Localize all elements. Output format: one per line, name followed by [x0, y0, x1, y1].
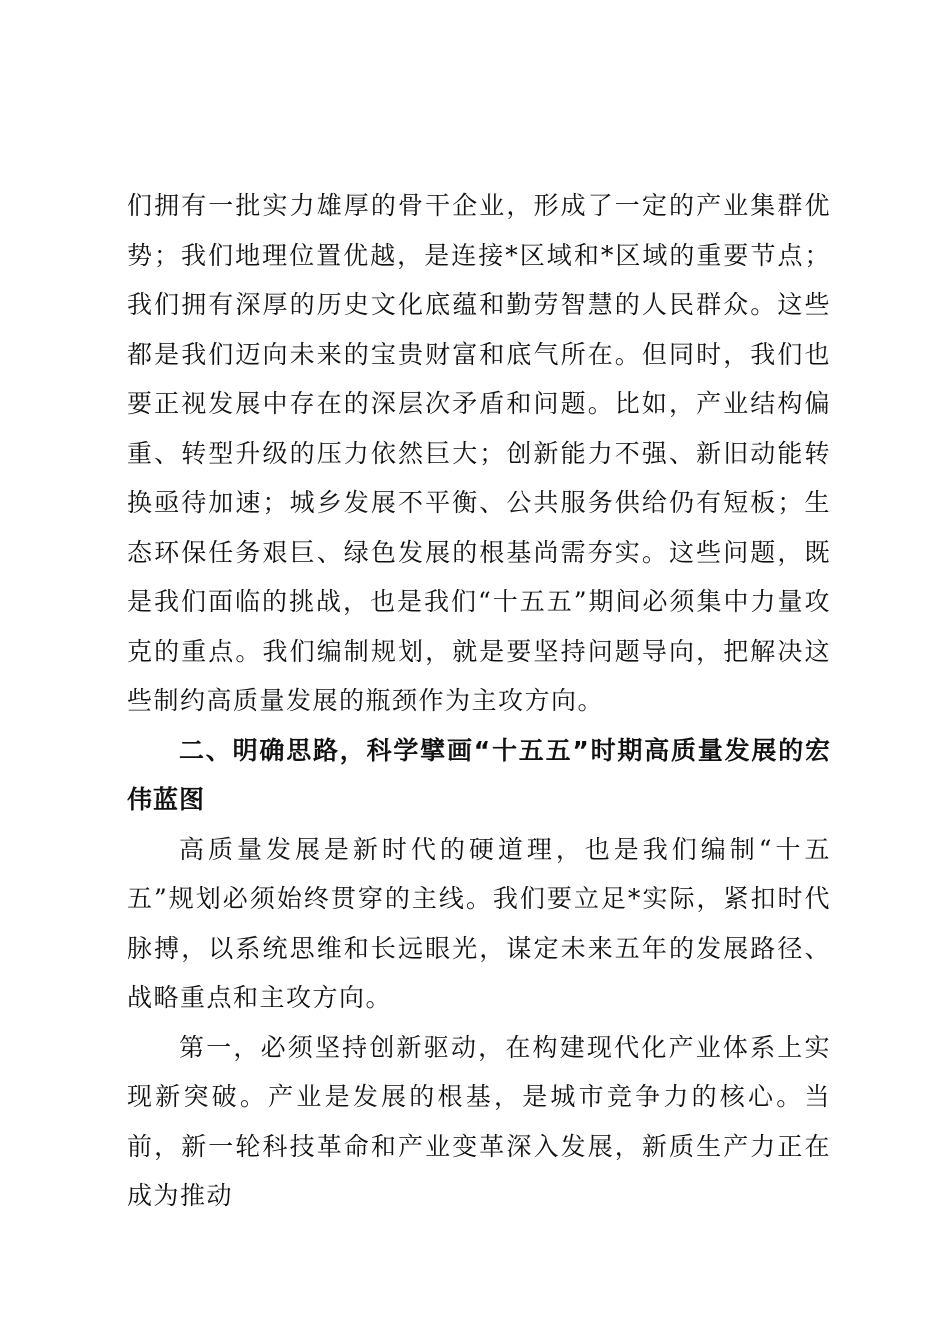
- paragraph-continued: 们拥有一批实力雄厚的骨干企业，形成了一定的产业集群优势；我们地理位置优越，是连接*区域和*区域的重要节点；我们拥有深厚的历史文化底蕴和勤劳智慧的人民群众。这些都是我们迈向未来的宝贵财富和底气所在。但同时，我们也要正视发展中存在的深层次矛盾和问题。比如，产业结构偏重、转型升级的压力依然巨大；创新能力不强、新旧动能转换亟待加速；城乡发展不平衡、公共服务供给仍有短板；生态环保任务艰巨、绿色发展的根基尚需夯实。这些问题，既是我们面临的挑战，也是我们“十五五”期间必须集中力量攻克的重点。我们编制规划，就是要坚持问题导向，把解决这些制约高质量发展的瓶颈作为主攻方向。: [127, 191, 831, 715]
- paragraph: 第一，必须坚持创新驱动，在构建现代化产业体系上实现新突破。产业是发展的根基，是城市竞争力的核心。当前，新一轮科技革命和产业变革深入发展，新质生产力正在成为推动: [127, 1032, 831, 1210]
- document-body: [127, 181, 831, 1221]
- section-heading: 二、明确思路，科学擘画“十五五”时期高质量发展的宏伟蓝图: [127, 735, 831, 814]
- paragraph: 高质量发展是新时代的硬道理，也是我们编制“十五五”规划必须始终贯穿的主线。我们要立足*实际，紧扣时代脉搏，以系统思维和长远眼光，谋定未来五年的发展路径、战略重点和主攻方向。: [127, 834, 831, 1012]
